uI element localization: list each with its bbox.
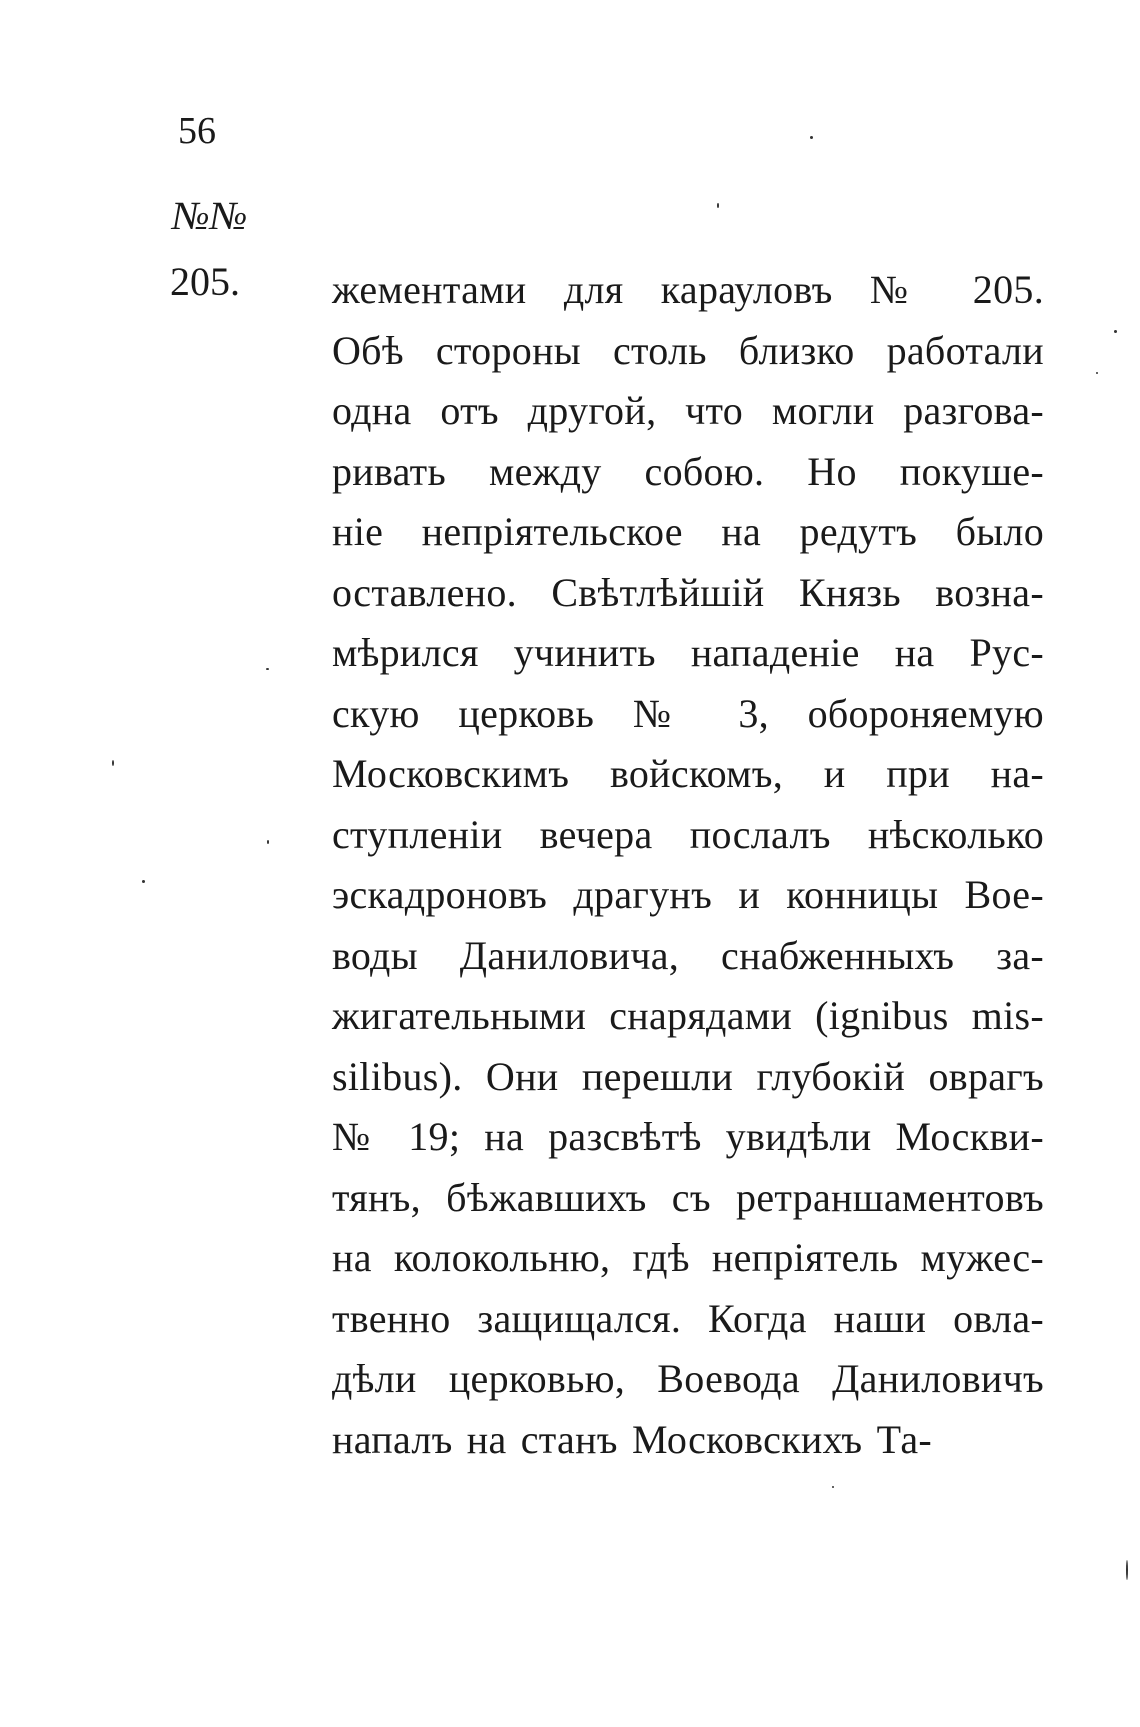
margin-heading: №№ [172,193,248,238]
text-line: ступленіи вечера послалъ нѣсколько [332,811,1044,857]
scan-speck [1114,330,1117,333]
text-line: воды Даниловича, снабженныхъ за- [332,932,1044,978]
scan-speck [112,760,114,766]
page-number: 56 [178,110,216,152]
text-line: эскадроновъ драгунъ и конницы Вое- [332,872,1044,917]
text-line: silibus). Они перешли глубокій оврагъ [332,1053,1044,1099]
text-line: одна отъ другой, что могли разгова- [332,388,1044,433]
body-text [332,260,1044,1470]
text-line: твенно защищался. Когда наши овла- [332,1295,1044,1341]
scan-speck [717,203,719,208]
scan-speck [1096,372,1098,374]
text-line: тянъ, бѣжавшихъ съ ретраншаментовъ [332,1174,1044,1220]
text-line: жементами для карауловъ № 205. [332,267,1044,312]
text-line: скую церковь № 3, обороняемую [332,690,1044,736]
text-line: ніе непріятельское на редутъ было [332,509,1044,554]
text-line: жигательными снарядами (ignibus mis- [332,993,1044,1038]
text-line: оставлено. Свѣтлѣйшій Князь возна- [332,569,1044,615]
scan-speck [1126,1560,1128,1580]
scan-speck [810,136,813,139]
text-line: Московскимъ войскомъ, и при на- [332,751,1044,796]
text-line: мѣрился учинить нападеніе на Рус- [332,630,1044,675]
text-line: Обѣ стороны столь близко работали [332,327,1044,373]
text-line: № 19; на разсвѣтѣ увидѣли Москви- [332,1114,1044,1159]
text-line: ривать между собою. Но покуше- [332,448,1044,494]
margin-number: 205. [170,259,240,304]
text-line: на колокольню, гдѣ непріятель мужес- [332,1235,1044,1280]
scan-speck [142,880,145,883]
text-line: напалъ на станъ Московскихъ Та- [332,1416,932,1462]
scan-speck [267,840,269,844]
scan-speck [832,1486,834,1488]
text-line: дѣли церковью, Воевода Даниловичъ [332,1356,1044,1401]
scan-speck [266,668,269,670]
